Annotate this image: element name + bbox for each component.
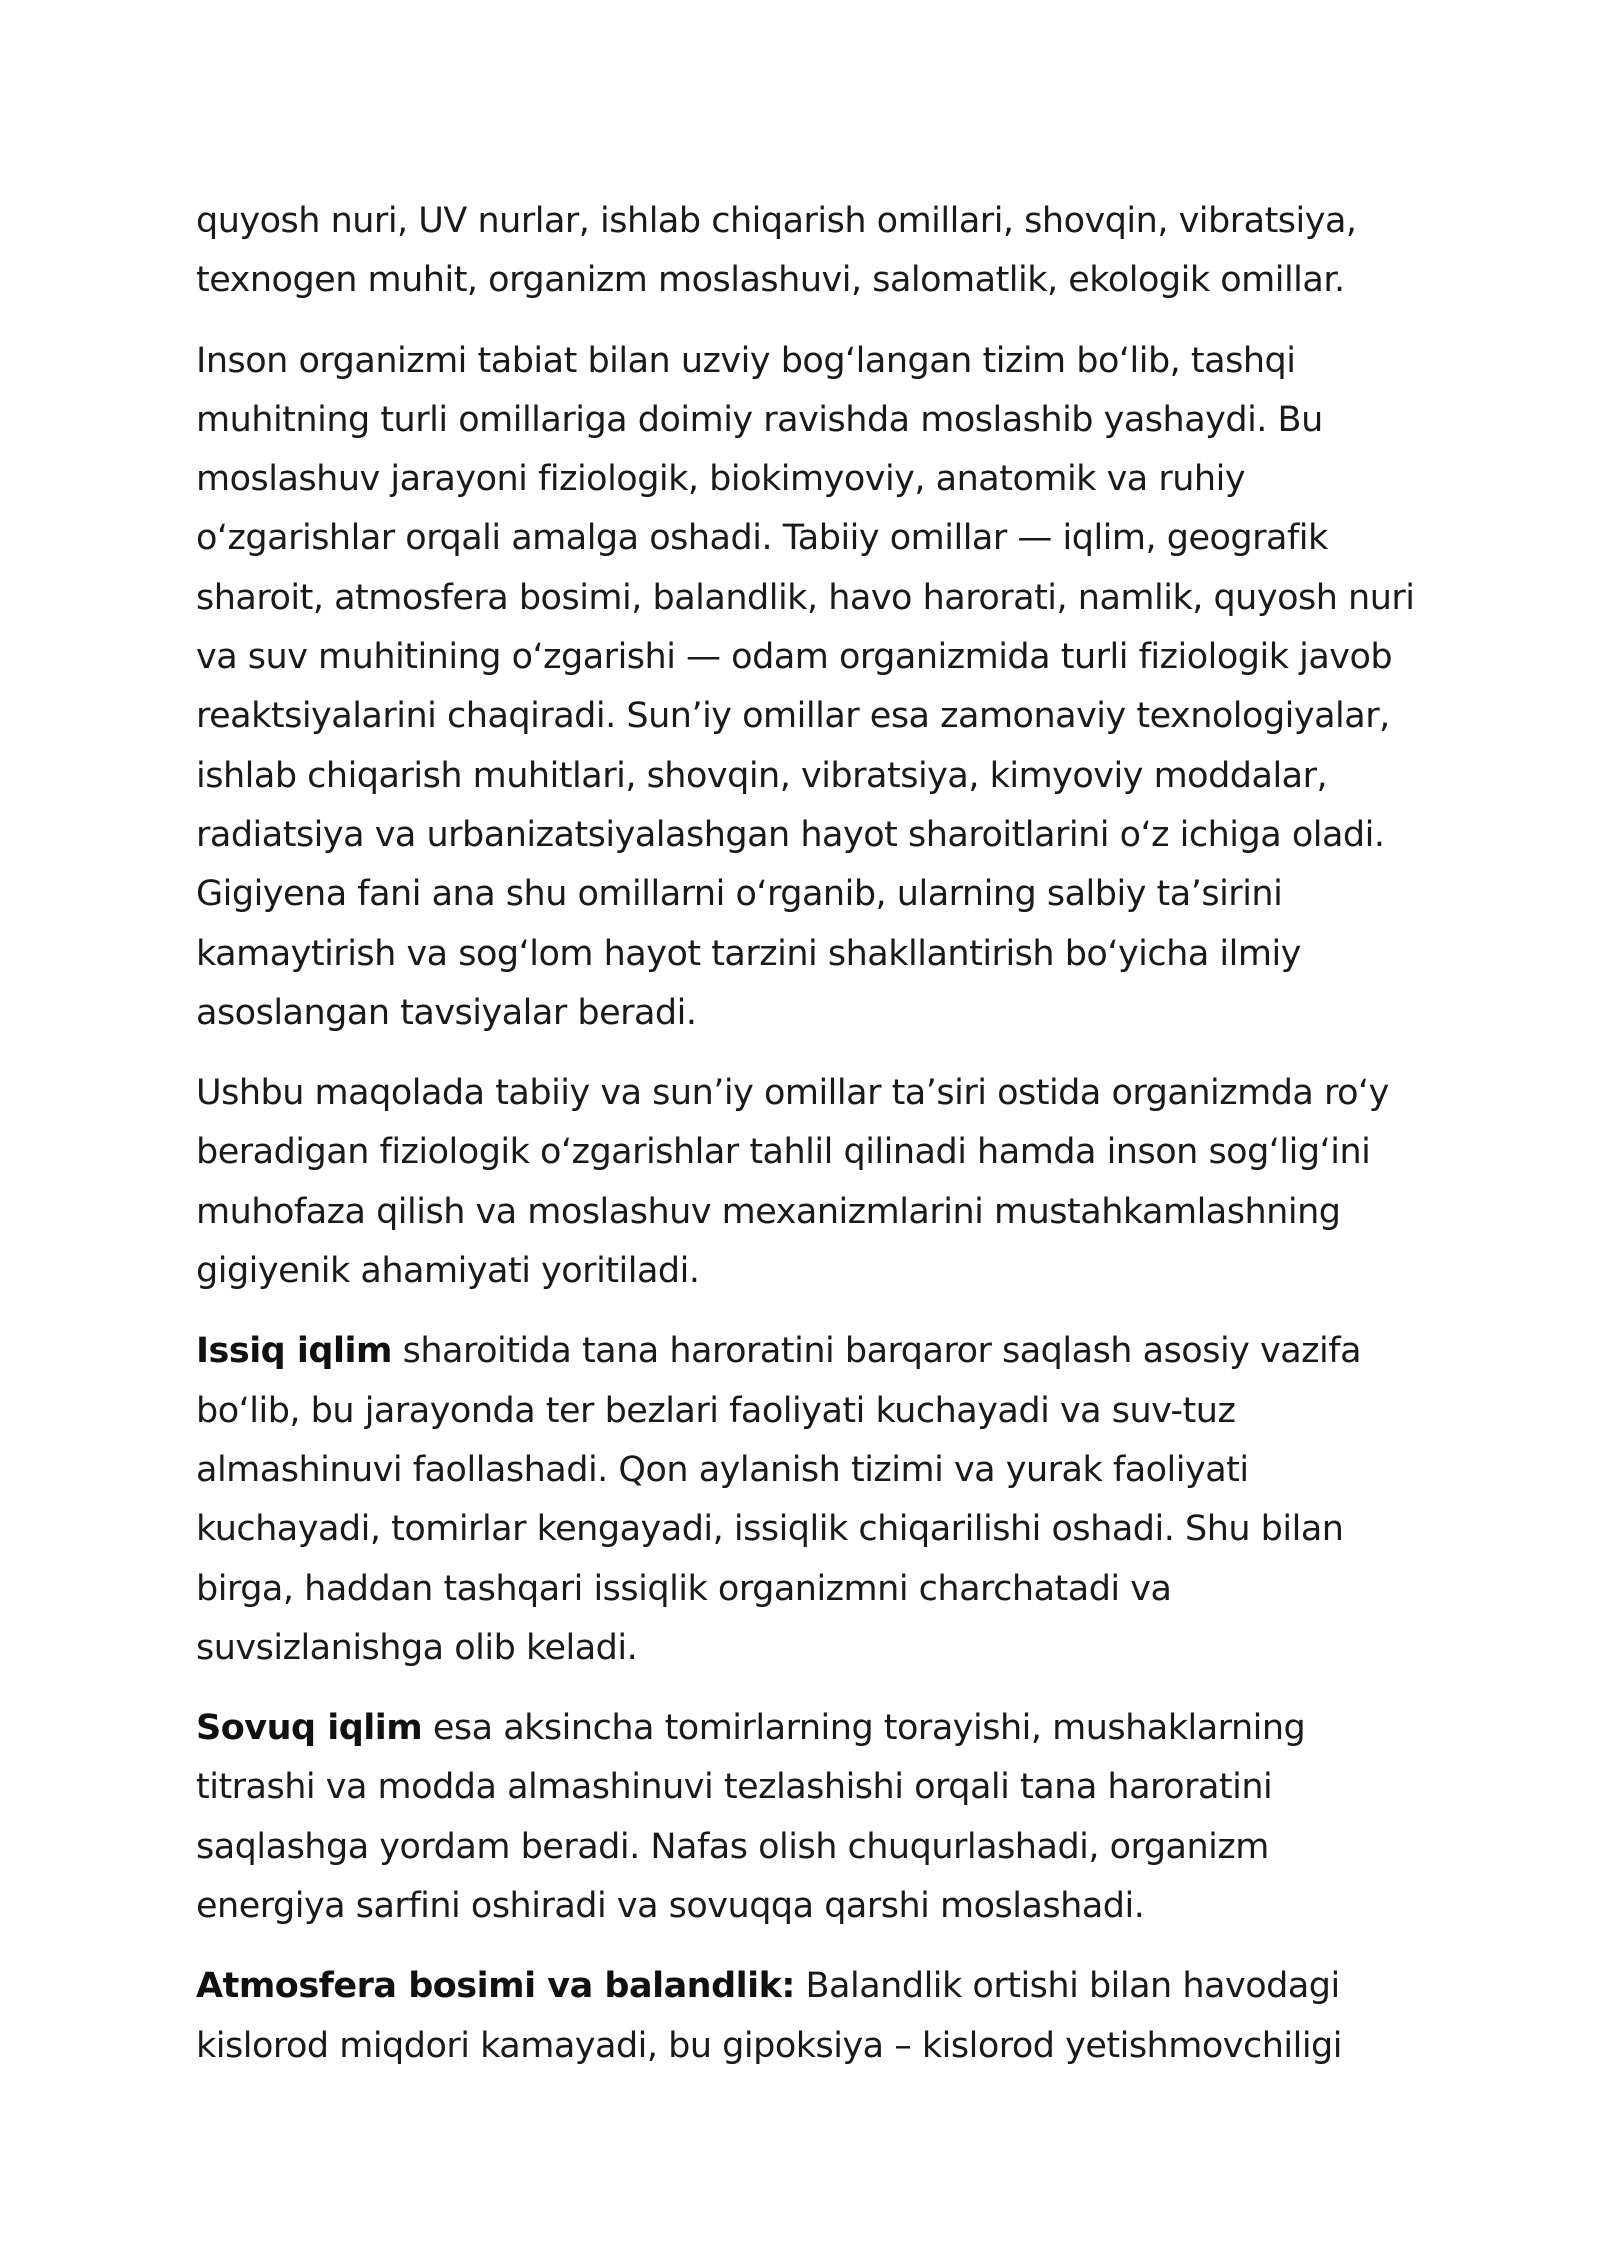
document-body bbox=[196, 192, 1426, 2076]
paragraph-lead-term: Atmosfera bosimi va balandlik: bbox=[196, 1966, 795, 2007]
hot-climate-paragraph bbox=[196, 1322, 1426, 1678]
cold-climate-paragraph bbox=[196, 1699, 1426, 1936]
paragraph-text: esa aksincha tomirlarning torayishi, mushaklarning titrashi va modda almashinuvi tezlashishi orqali tana haroratini saqlashga yordam beradi. Nafas olish chuqurlashadi, organizm energiya sarfini oshiradi va sovuqqa qarshi moslashadi. bbox=[196, 1708, 1306, 1927]
pressure-altitude-paragraph bbox=[196, 1957, 1426, 2076]
paragraph-lead-term: Sovuq iqlim bbox=[196, 1708, 423, 1749]
keywords-paragraph bbox=[196, 192, 1426, 311]
paragraph-text: quyosh nuri, UV nurlar, ishlab chiqarish omillari, shovqin, vibratsiya, texnogen muhit, organizm moslashuvi, salomatlik, ekologik omillar. bbox=[196, 201, 1357, 301]
paragraph-lead-term: Issiq iqlim bbox=[196, 1331, 392, 1372]
paragraph-text: Ushbu maqolada tabiiy va sun’iy omillar ta’siri ostida organizmda ro‘y beradigan fiziologik o‘zgarishlar tahlil qilinadi hamda inson sog‘lig‘ini muhofaza qilish va moslashuv mexanizmlarini mustahkamlashning gigiyenik ahamiyati yoritiladi. bbox=[196, 1073, 1389, 1292]
article-aim-paragraph bbox=[196, 1064, 1426, 1301]
paragraph-text: Inson organizmi tabiat bilan uzviy bog‘langan tizim bo‘lib, tashqi muhitning turli omillariga doimiy ravishda moslashib yashaydi. Bu moslashuv jarayoni fiziologik, biokimyoviy, anatomik va ruhiy o‘zgarishlar orqali amalga oshadi. Tabiiy omillar — iqlim, geografik sharoit, atmosfera bosimi, balandlik, havo harorati, namlik, quyosh nuri va suv muhitining o‘zgarishi — odam organizmida turli fiziologik javob reaktsiyalarini chaqiradi. Sun’iy omillar esa zamonaviy texnologiyalar, ishlab chiqarish muhitlari, shovqin, vibratsiya, kimyoviy moddalar, radiatsiya va urbanizatsiyalashgan hayot sharoitlarini o‘z ichiga oladi. Gigiyena fani ana shu omillarni o‘rganib, ularning salbiy ta’sirini kamaytirish va sog‘lom hayot tarzini shakllantirish bo‘yicha ilmiy asoslangan tavsiyalar beradi. bbox=[196, 340, 1415, 1033]
paragraph-text: Balandlik ortishi bilan havodagi kislorod miqdori kamayadi, bu gipoksiya – kislorod yetishmovchiligi bbox=[196, 1966, 1342, 2066]
intro-paragraph bbox=[196, 332, 1426, 1044]
paragraph-text: sharoitida tana haroratini barqaror saqlash asosiy vazifa bo‘lib, bu jarayonda ter bezlari faoliyati kuchayadi va suv-tuz almashinuvi faollashadi. Qon aylanish tizimi va yurak faoliyati kuchayadi, tomirlar kengayadi, issiqlik chiqarilishi oshadi. Shu bilan birga, haddan tashqari issiqlik organizmni charchatadi va suvsizlanishga olib keladi. bbox=[196, 1331, 1362, 1668]
